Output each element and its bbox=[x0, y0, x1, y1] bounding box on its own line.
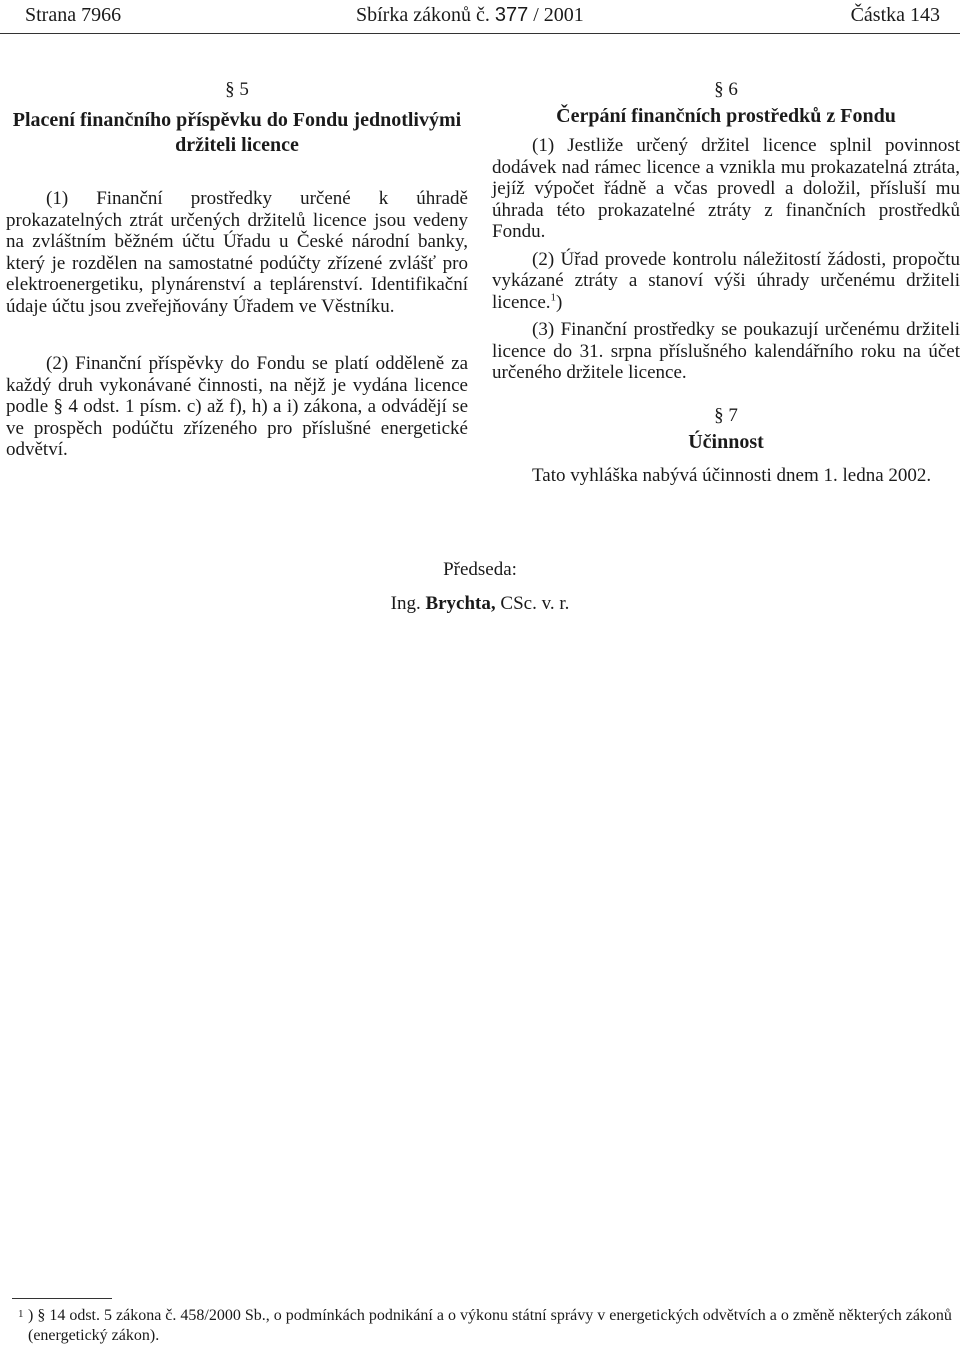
footnote-mark bbox=[18, 1304, 24, 1324]
section-6-paragraph-2-text: (2) Úřad provede kontrolu náležitostí žádosti, propočtu vykázané ztráty a stanoví výši úhrady určenému držiteli licence. bbox=[492, 248, 960, 313]
section-6-paragraph-1: (1) Jestliže určený držitel licence splnil povinnost dodávek nad rámec licence a vznikla mu prokazatelná ztráta, jejíž výpočet řádně a včas provedl a doložil, přísluší mu úhrada této prokazatelné ztráty z finančních prostředků Fondu. bbox=[492, 135, 960, 242]
section-6-number: § 6 bbox=[714, 79, 738, 100]
footnote bbox=[18, 1306, 958, 1346]
section-6-paragraph-2 bbox=[492, 249, 960, 314]
collection-title-prefix: Sbírka zákonů č. bbox=[356, 4, 490, 26]
signature-prefix: Ing. bbox=[390, 593, 421, 614]
signature-block bbox=[0, 553, 960, 621]
signature-name bbox=[0, 587, 960, 621]
section-5-number: § 5 bbox=[225, 79, 249, 100]
section-5-paragraph-1: (1) Finanční prostředky určené k úhradě prokazatelných ztrát určených držitelů licence jsou vedeny na zvláštním běžném účtu Úřadu u České národní banky, který je rozdělen na samostatné podúčty zřízené zvlášť pro elektroenergetiku, plynárenství a teplárenství. Identifikační údaje účtu jsou zveřejňovány Úřadem ve Věstníku. bbox=[6, 188, 468, 317]
header-rule bbox=[0, 33, 960, 34]
collection-year: / 2001 bbox=[533, 4, 584, 26]
section-7-title: Účinnost bbox=[688, 430, 764, 453]
page-header bbox=[0, 0, 960, 36]
signature-suffix: CSc. v. r. bbox=[500, 593, 570, 614]
section-7-number: § 7 bbox=[714, 404, 738, 426]
collection-number: 377 bbox=[494, 4, 529, 26]
collection-title bbox=[356, 4, 584, 27]
footnote-mark-number: 1 bbox=[18, 1308, 24, 1320]
footnote-rule bbox=[12, 1298, 112, 1299]
footnote-text: § 14 odst. 5 zákona č. 458/2000 Sb., o podmínkách podnikání a o výkonu státní správy v energetických odvětvích a o změně některých zákonů (energetický zákon). bbox=[28, 1307, 952, 1344]
footnote-reference-close: ) bbox=[556, 291, 563, 313]
signature-surname: Brychta, bbox=[425, 593, 496, 614]
part-number: Částka 143 bbox=[850, 4, 940, 26]
left-column bbox=[6, 76, 468, 461]
footnote-reference: 1 bbox=[550, 291, 557, 304]
section-6-title: Čerpání finančních prostředků z Fondu bbox=[556, 105, 896, 127]
section-5-title: Placení finančního příspěvku do Fondu jednotlivými držiteli licence bbox=[12, 109, 462, 156]
signature-role: Předseda: bbox=[443, 559, 517, 580]
right-column bbox=[492, 76, 960, 486]
section-7-paragraph: Tato vyhláška nabývá účinnosti dnem 1. ledna 2002. bbox=[532, 464, 932, 486]
section-6-paragraph-3: (3) Finanční prostředky se poukazují určenému držiteli licence do 31. srpna příslušného kalendářního roku na účet určeného držitele licence. bbox=[492, 319, 960, 383]
section-5-paragraph-2: (2) Finanční příspěvky do Fondu se platí odděleně za každý druh vykonávané činnosti, na nějž je vydána licence podle § 4 odst. 1 písm. c) až f), h) a i) zákona, a odvádějí se ve prospěch podúčtu zřízeného pro příslušné energetické odvětví. bbox=[6, 353, 468, 460]
page-number: Strana 7966 bbox=[25, 4, 122, 26]
footnote-mark-close: ) bbox=[28, 1307, 34, 1324]
